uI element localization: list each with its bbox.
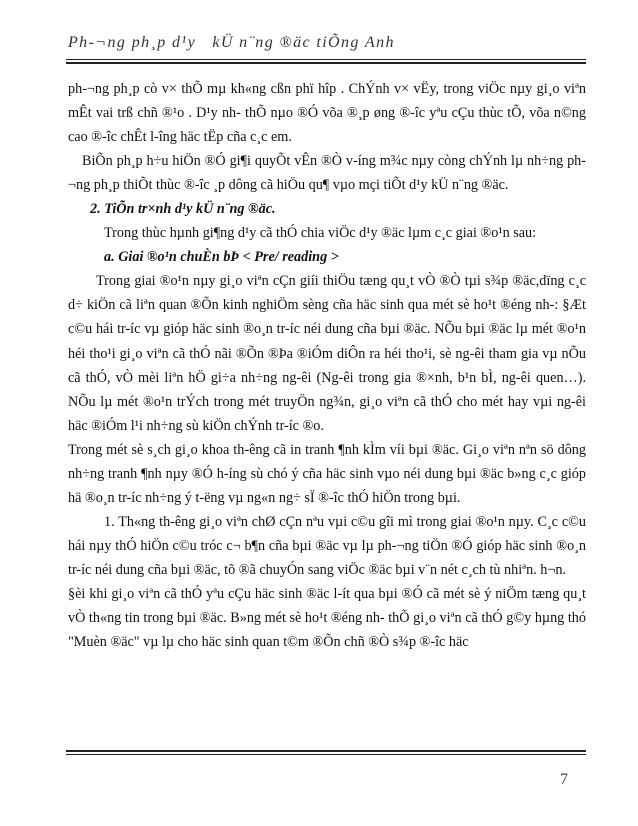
subsection-heading-a: a. Giai ®o¹n chuÈn bÞ < Pre/ reading >	[104, 249, 339, 266]
footer-rule-top	[66, 750, 586, 752]
paragraph-5: Trong mét sè s¸ch gi¸o khoa th-êng cã in tranh ¶nh kÌm víi bµi ®äc. Gi¸o viªn nªn sö dông nh÷ng tranh ¶nh nµy ®Ó h-íng sù chó ý cña häc sinh vµo néi dung bµi ®äc b»ng c¸c gióp hä ®o¸n tr-íc nh÷ng ý t-ëng vµ ng«n ng÷ sÏ ®-îc thÓ hiÖn trong bµi.	[68, 441, 586, 506]
paragraph-7: §èi khi gi¸o viªn cã thÓ yªu cÇu häc sinh ®äc l-ít qua bµi ®Ó cã mét sè ý niÖm tæng qu¸t vÒ th«ng tin trong bµi ®äc. B»ng mét sè ho¹t ®éng nh- thÕ gi¸o viªn cã thÓ g©y hµng thó "Muèn ®äc" vµ lµ cho häc sinh quan t©m ®Õn chñ ®Ò s¾p ®-îc häc	[68, 585, 586, 651]
paragraph-3: Trong thùc hµnh gi¶ng d¹y cã thÓ chia viÖc d¹y ®äc lµm c¸c giai ®o¹n sau:	[104, 225, 537, 242]
paragraph-4: Trong giai ®o¹n nµy gi¸o viªn cÇn giíi thiÖu tæng qu¸t vÒ ®Ò tµi s¾p ®äc,dïng c¸c d÷ kiÖn cã liªn quan ®Õn kinh nghiÖm sèng cña häc sinh qua mét sè ho¹t ®éng nh-: §Æt c©u hái tr-íc vµ gióp häc sinh ®o¸n tr-íc néi dung cña bµi ®äc. NÕu bµi ®äc lµ mét ®o¹n héi tho¹i gi¸o viªn cã thÓ nãi ®Õn ®Þa ®iÓm diÔn ra héi tho¹i, sè ng-êi tham gia vµ nÕu cã thÓ, vÒ mèi liªn hÖ gi÷a nh÷ng ng-êi (Ng-êi trong gia ®×nh, b¹n bÌ, ng-êi quen…). NÕu lµ mét ®o¹n trÝch trong mét truyÖn ng¾n, gi¸o viªn cã thÓ cho mét hay vµi ng-êi häc ®iÓm l¹i nh÷ng sù kiÖn chÝnh tr-íc ®o.	[68, 273, 586, 434]
running-header: Ph-¬ng ph¸p d¹y kÜ n¨ng ®äc tiÕng Anh	[68, 34, 395, 51]
page-body	[68, 77, 586, 654]
paragraph-6: 1. Th«ng th-êng gi¸o viªn chØ cÇn nªu vµi c©u gîi mì trong giai ®o¹n nµy. C¸c c©u hái nµy thÓ hiÖn c©u tróc c¬ b¶n cña bµi ®äc vµ lµ ph-¬ng tiÖn ®Ó gióp häc sinh ®o¸n tr-íc néi dung cña bµi ®äc, tõ ®ã chuyÓn sang viÖc ®äc bµi v¨n nét c¸ch tù nhiªn. h¬n.	[68, 513, 586, 578]
footer-rule-bottom	[66, 754, 586, 755]
paragraph-1: ph-¬ng ph¸p cò v× thÕ mµ kh«ng cßn phï hîp . ChÝnh v× vËy, trong viÖc nµy gi¸o viªn mÊt vai trß chñ ®¹o . D¹y nh- thÕ nµo ®Ó võa ®¸p øng ®-îc yªu cÇu thùc tÕ, võa n©ng cao ®-îc chÊt l-îng häc tËp cña c¸c em.	[68, 81, 586, 146]
paragraph-2: BiÕn ph¸p h÷u hiÖn ®Ó gi¶i quyÕt vÊn ®Ò v-íng m¾c nµy còng chÝnh lµ nh÷ng ph-¬ng ph¸p thiÕt thùc ®-îc ¸p dông cã hiÖu qu¶ vµo mçi tiÕt d¹y kÜ n¨ng ®äc.	[68, 153, 586, 194]
section-heading-2: 2. TiÕn tr×nh d¹y kÜ n¨ng ®äc.	[90, 201, 276, 218]
header-rule-bottom	[66, 62, 586, 64]
header-rule-top	[66, 59, 586, 60]
page-number: 7	[560, 771, 568, 788]
